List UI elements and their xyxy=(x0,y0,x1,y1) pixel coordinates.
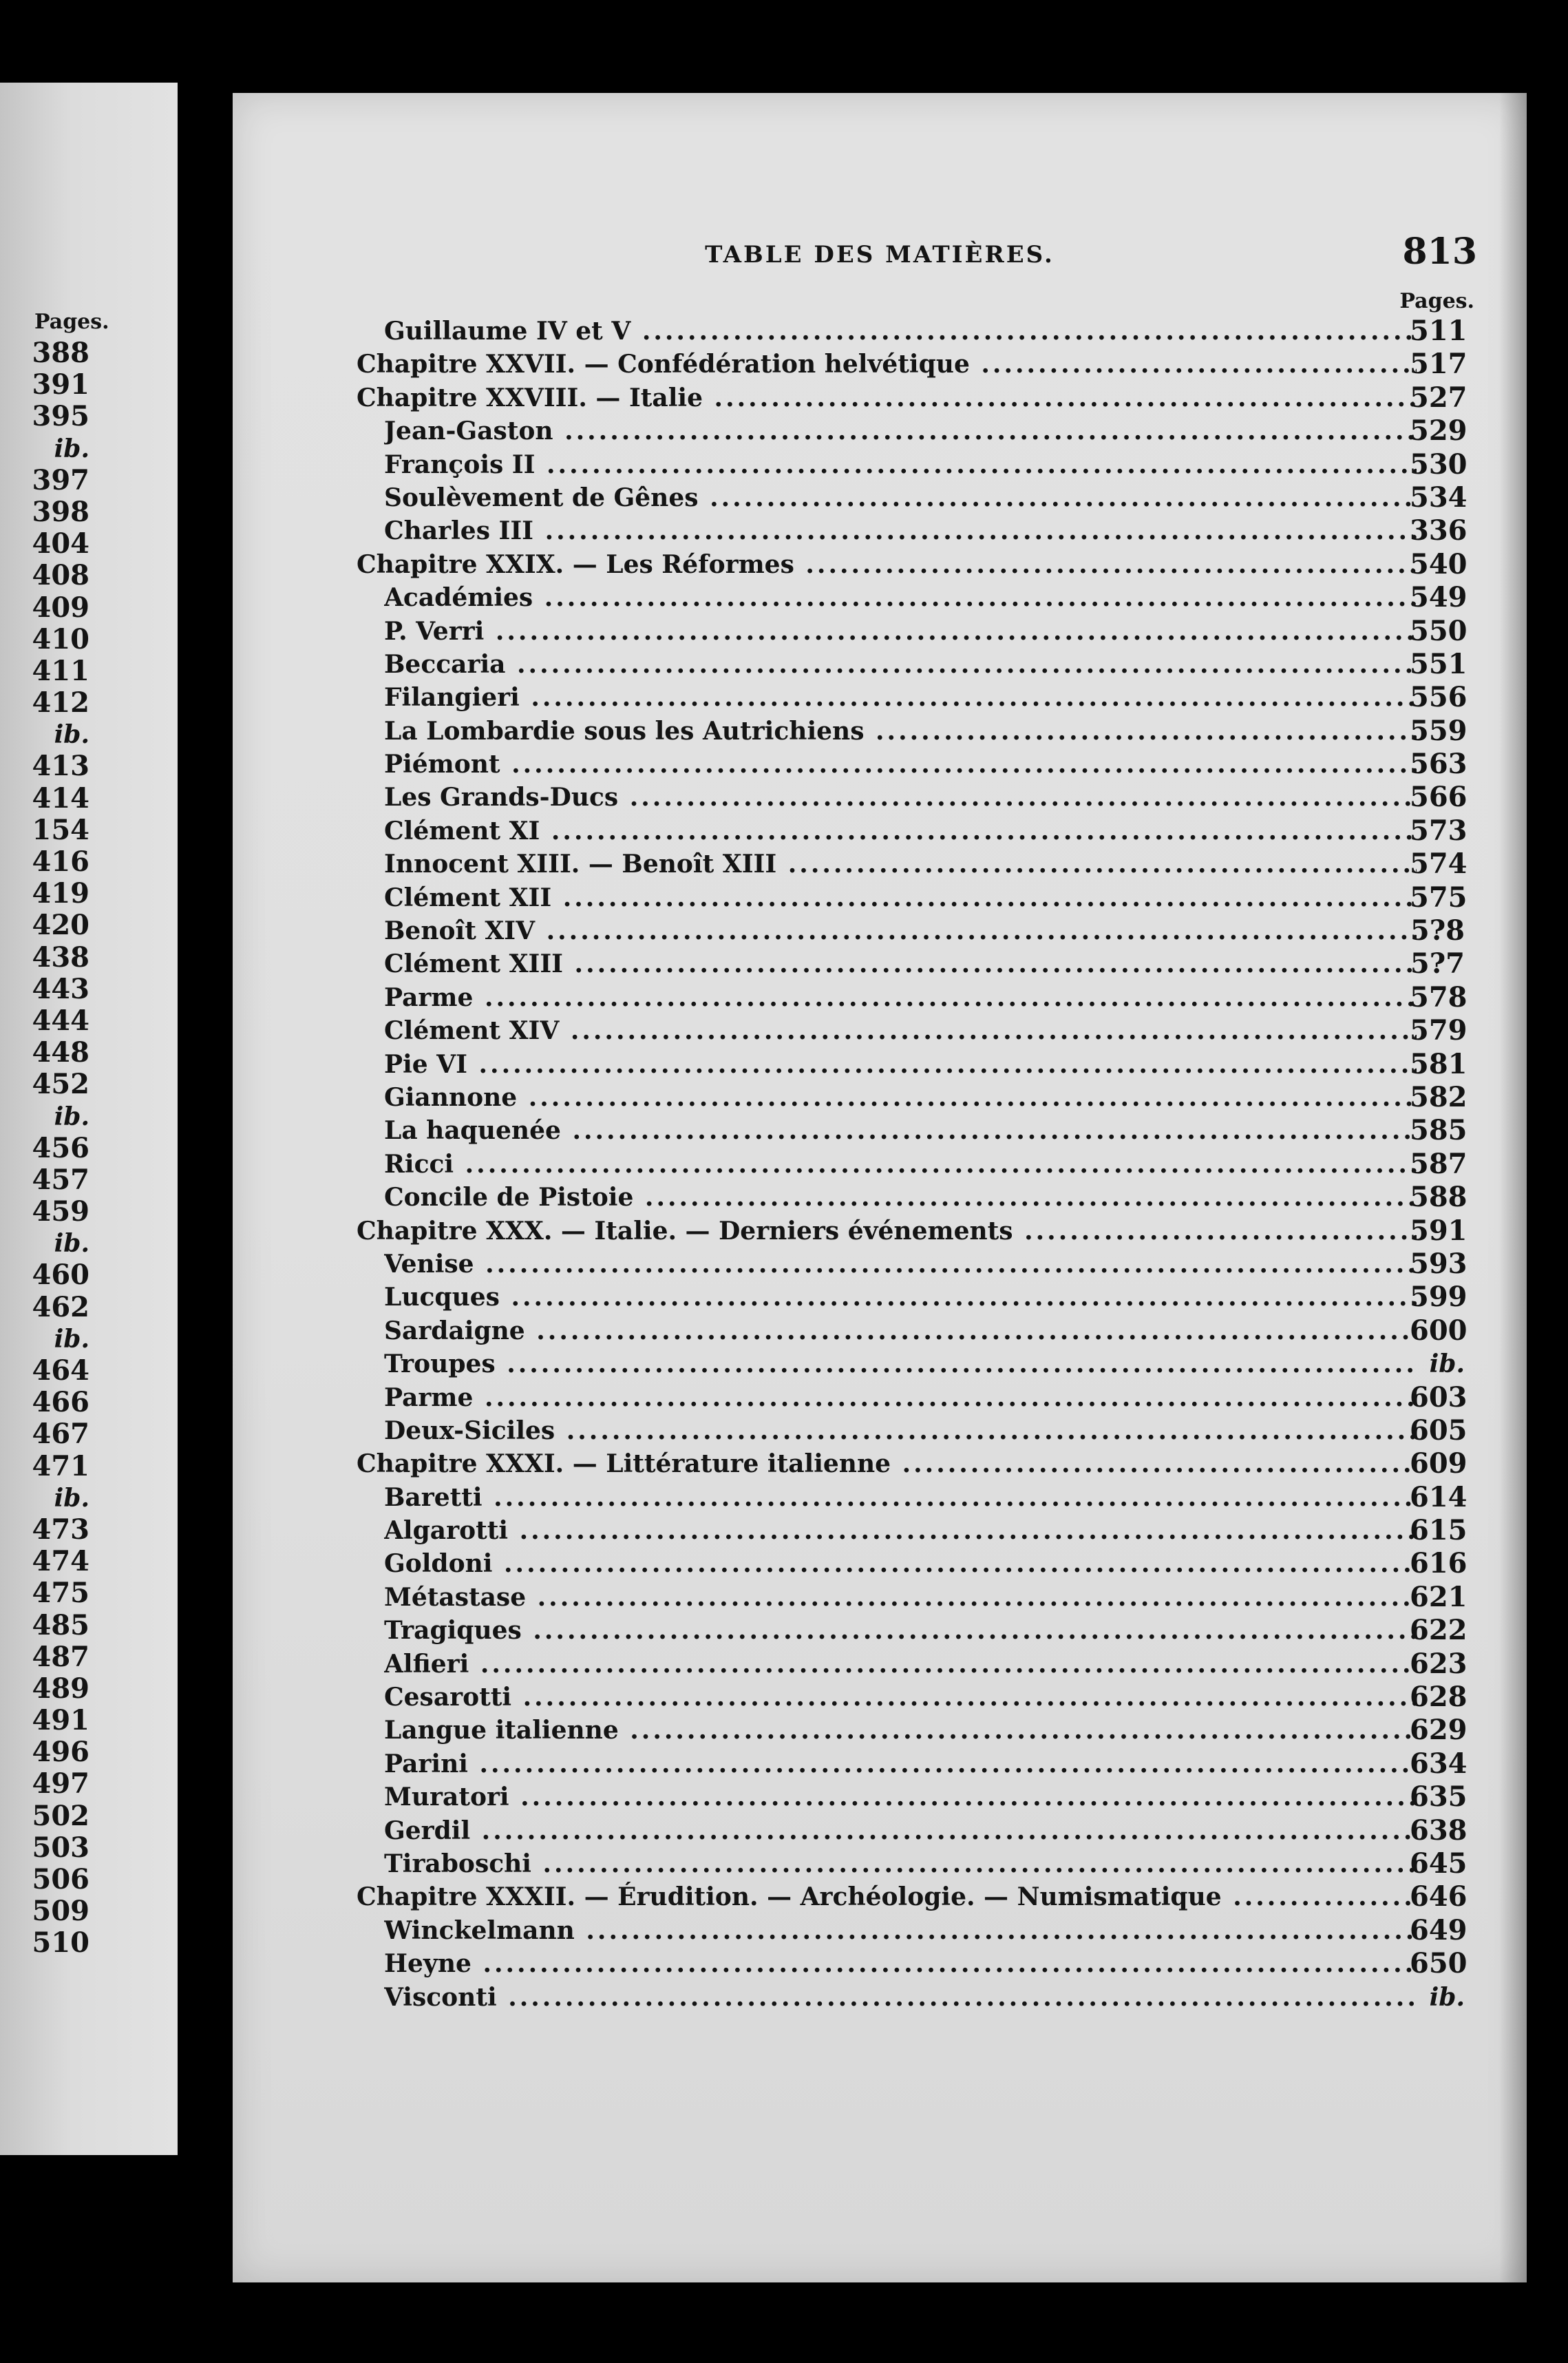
left-list-item xyxy=(0,1228,178,1259)
toc-entry-label: Académies ..... xyxy=(384,581,1417,614)
toc-entry-label: Sardaigne ..... xyxy=(384,1314,1417,1347)
toc-entry-label: Parme ..... xyxy=(384,981,1417,1014)
left-page-number: 459 xyxy=(32,1195,89,1228)
toc-entry-label: Parini ..... xyxy=(384,1747,1417,1781)
toc-entry-page: 527 xyxy=(1410,381,1468,414)
toc-chapter-row xyxy=(233,1215,1527,1248)
toc-row xyxy=(233,748,1527,781)
toc-entry-page: 551 xyxy=(1410,647,1468,680)
left-list-item xyxy=(0,1482,178,1514)
toc-entry-page: 529 xyxy=(1410,414,1468,448)
left-list-item xyxy=(0,910,178,941)
toc-row xyxy=(233,1081,1527,1114)
toc-entry-label: Cesarotti ..... xyxy=(384,1681,1417,1714)
left-page-number: 475 xyxy=(32,1577,89,1610)
left-page-number: 420 xyxy=(32,909,89,942)
left-list-item xyxy=(0,1768,178,1800)
toc-entry-page: 559 xyxy=(1410,714,1468,747)
toc-entry-page: ib. xyxy=(1429,1349,1465,1379)
toc-row xyxy=(233,947,1527,980)
toc-entry-label: Ricci ..... xyxy=(384,1148,1417,1181)
toc-entry-label: Muratori ..... xyxy=(384,1781,1417,1814)
toc-entry-page: 540 xyxy=(1410,547,1468,580)
left-page-number: 503 xyxy=(32,1831,89,1864)
toc-entry-page: 585 xyxy=(1410,1114,1468,1147)
left-list-item xyxy=(0,592,178,624)
toc-entry-label: Visconti ..... xyxy=(384,1981,1417,2014)
left-list-item xyxy=(0,687,178,719)
toc-entry-page: 646 xyxy=(1410,1880,1468,1913)
toc-row xyxy=(233,1847,1527,1880)
toc-entry-page: 593 xyxy=(1410,1247,1468,1280)
page-number: 813 xyxy=(1402,231,1477,273)
left-page-number: 388 xyxy=(32,337,89,369)
left-list-item xyxy=(0,1259,178,1291)
left-page-number: 414 xyxy=(32,781,89,815)
toc-row xyxy=(233,815,1527,848)
left-page-number: 467 xyxy=(32,1418,89,1451)
toc-entry-page: 582 xyxy=(1410,1080,1468,1113)
left-page-number: 419 xyxy=(32,877,89,910)
left-page-number: 411 xyxy=(32,654,89,687)
toc-entry-page: 621 xyxy=(1410,1580,1468,1613)
toc-entry-label: Heyne ..... xyxy=(384,1947,1417,1980)
left-list-item xyxy=(0,878,178,910)
left-page-number: 391 xyxy=(32,368,89,401)
toc-entry-page: 634 xyxy=(1410,1747,1468,1780)
left-list-item xyxy=(0,1864,178,1895)
left-page-number: 489 xyxy=(32,1672,89,1705)
toc-entry-page: 549 xyxy=(1410,581,1468,614)
toc-row xyxy=(233,1914,1527,1947)
toc-row xyxy=(233,448,1527,481)
toc-row xyxy=(233,1114,1527,1147)
left-list-item xyxy=(0,1800,178,1832)
left-page-number: 471 xyxy=(32,1449,89,1482)
main-page xyxy=(233,93,1527,2282)
toc-row xyxy=(233,881,1527,914)
left-page-number: ib. xyxy=(54,1483,89,1513)
toc-row xyxy=(233,1547,1527,1580)
toc-row xyxy=(233,1314,1527,1347)
toc-entry-label: Chapitre XXX. — Italie. — Derniers événements ..... xyxy=(357,1215,1417,1248)
toc-entry-label: Clément XIII ..... xyxy=(384,947,1417,980)
left-page-number: 491 xyxy=(32,1704,89,1737)
left-page-number: 460 xyxy=(32,1259,89,1292)
toc-row xyxy=(233,648,1527,681)
left-page-number: 154 xyxy=(32,813,89,846)
toc-entry-label: Soulèvement de Gênes ..... xyxy=(384,481,1417,514)
toc-entry-page: 650 xyxy=(1410,1947,1468,1980)
left-list-item xyxy=(0,783,178,815)
toc-entry-page: 573 xyxy=(1410,814,1468,847)
toc-row xyxy=(233,848,1527,881)
left-page-number: 466 xyxy=(32,1386,89,1419)
toc-entry-label: Troupes ..... xyxy=(384,1347,1417,1380)
toc-entry-label: Benoît XIV ..... xyxy=(384,914,1417,947)
toc-row xyxy=(233,781,1527,814)
toc-entry-page: 5?7 xyxy=(1410,947,1465,980)
toc-entry-label: Tiraboschi ..... xyxy=(384,1847,1417,1880)
left-list-item xyxy=(0,401,178,432)
toc-entry-page: 336 xyxy=(1410,514,1468,547)
toc-row xyxy=(233,514,1527,547)
toc-entry-label: Langue italienne ..... xyxy=(384,1714,1417,1747)
left-list-item xyxy=(0,496,178,528)
toc-row xyxy=(233,981,1527,1014)
left-list-item xyxy=(0,1101,178,1133)
toc-entry-page: 609 xyxy=(1410,1447,1468,1480)
left-list-item xyxy=(0,719,178,750)
left-list-item xyxy=(0,560,178,591)
toc-entry-page: 615 xyxy=(1410,1514,1468,1547)
toc-row xyxy=(233,1281,1527,1314)
left-list-item xyxy=(0,1641,178,1673)
left-page-number: 462 xyxy=(32,1290,89,1323)
left-list-item xyxy=(0,1514,178,1546)
running-title: TABLE DES MATIÈRES. xyxy=(705,241,1055,269)
left-list-item xyxy=(0,433,178,465)
left-page-number: 485 xyxy=(32,1608,89,1641)
toc-entry-label: Beccaria ..... xyxy=(384,648,1417,681)
toc-chapter-row xyxy=(233,1880,1527,1913)
toc-entry-page: 616 xyxy=(1410,1547,1468,1580)
left-page-number: 398 xyxy=(32,495,89,528)
toc-entry-label: La haquenée ..... xyxy=(384,1114,1417,1147)
left-page-number: 416 xyxy=(32,846,89,878)
left-list-item xyxy=(0,528,178,560)
left-list-item xyxy=(0,1418,178,1450)
left-list-item xyxy=(0,846,178,878)
left-page-number: 502 xyxy=(32,1799,89,1832)
left-page-number: 410 xyxy=(32,622,89,655)
toc-entry-page: 622 xyxy=(1410,1614,1468,1647)
toc-chapter-row xyxy=(233,1447,1527,1480)
toc-entry-page: 5?8 xyxy=(1410,914,1465,947)
left-page-number: 409 xyxy=(32,591,89,624)
left-list-item xyxy=(0,815,178,846)
left-list-item xyxy=(0,1832,178,1864)
toc-row xyxy=(233,1747,1527,1781)
toc-chapter-row xyxy=(233,348,1527,381)
left-page-number: 509 xyxy=(32,1895,89,1928)
toc-entry-page: 628 xyxy=(1410,1681,1468,1714)
toc-row xyxy=(233,715,1527,748)
left-list-item xyxy=(0,1673,178,1705)
toc-entry-label: Chapitre XXIX. — Les Réformes ..... xyxy=(357,548,1417,581)
left-list-item xyxy=(0,942,178,974)
toc-entry-label: Alfieri ..... xyxy=(384,1648,1417,1681)
toc-entry-label: Lucques ..... xyxy=(384,1281,1417,1314)
left-page-number: 444 xyxy=(32,1004,89,1037)
left-page-number: 457 xyxy=(32,1163,89,1196)
toc-entry-label: Clément XIV ..... xyxy=(384,1014,1417,1047)
toc-entry-page: 550 xyxy=(1410,614,1468,647)
toc-row xyxy=(233,1814,1527,1847)
left-list-item xyxy=(0,465,178,496)
toc-entry-label: Métastase ..... xyxy=(384,1581,1417,1614)
left-page-number: ib. xyxy=(54,1324,89,1354)
toc-entry-label: Baretti ..... xyxy=(384,1481,1417,1514)
toc-entry-page: 566 xyxy=(1410,781,1468,814)
left-page-number: 464 xyxy=(32,1354,89,1387)
left-list-item xyxy=(0,1546,178,1577)
toc-row xyxy=(233,1148,1527,1181)
toc-entry-page: 614 xyxy=(1410,1480,1468,1513)
toc-entry-label: Deux-Siciles ..... xyxy=(384,1414,1417,1447)
toc-entry-page: 623 xyxy=(1410,1647,1468,1680)
toc-entry-page: 575 xyxy=(1410,881,1468,914)
toc-entry-label: Concile de Pistoie ..... xyxy=(384,1181,1417,1214)
toc-row xyxy=(233,1581,1527,1614)
left-list-item xyxy=(0,1133,178,1164)
left-list-item xyxy=(0,1577,178,1609)
toc-entry-label: Tragiques ..... xyxy=(384,1614,1417,1647)
left-page xyxy=(0,83,178,2155)
left-list-item xyxy=(0,1005,178,1037)
left-list-item xyxy=(0,655,178,687)
toc-entry-label: Chapitre XXVIII. — Italie ..... xyxy=(357,381,1417,414)
toc-entry-page: 638 xyxy=(1410,1814,1468,1847)
toc-row xyxy=(233,581,1527,614)
toc-chapter-row xyxy=(233,381,1527,414)
toc-entry-label: P. Verri ..... xyxy=(384,615,1417,648)
left-page-number: 397 xyxy=(32,463,89,496)
left-list-item xyxy=(0,1355,178,1387)
toc-entry-page: 581 xyxy=(1410,1047,1468,1080)
toc-entry-page: 588 xyxy=(1410,1181,1468,1214)
toc-row xyxy=(233,1648,1527,1681)
toc-row xyxy=(233,414,1527,448)
toc-entry-page: 635 xyxy=(1410,1781,1468,1814)
left-pages-header: Pages. xyxy=(34,310,109,334)
toc-entry-page: 645 xyxy=(1410,1847,1468,1880)
book-spine xyxy=(178,0,233,2363)
toc-row xyxy=(233,481,1527,514)
toc-entry-label: Algarotti ..... xyxy=(384,1514,1417,1547)
left-list-item xyxy=(0,1196,178,1228)
left-page-number: 496 xyxy=(32,1736,89,1769)
toc-entry-page: 629 xyxy=(1410,1714,1468,1747)
left-list-item xyxy=(0,337,178,369)
toc-row xyxy=(233,1514,1527,1547)
toc-entry-label: François II ..... xyxy=(384,448,1417,481)
left-page-number: 404 xyxy=(32,527,89,560)
toc-entry-label: Clément XII ..... xyxy=(384,881,1417,914)
toc-entry-label: Jean-Gaston ..... xyxy=(384,414,1417,448)
left-list-item xyxy=(0,1451,178,1482)
toc-row xyxy=(233,1714,1527,1747)
toc-entry-page: 579 xyxy=(1410,1014,1468,1047)
toc-entry-page: 599 xyxy=(1410,1281,1468,1314)
toc-row xyxy=(233,1614,1527,1647)
toc-entry-page: 534 xyxy=(1410,481,1468,514)
toc-row xyxy=(233,1381,1527,1414)
toc-entry-label: Clément XI ..... xyxy=(384,815,1417,848)
toc-entry-label: Filangieri ..... xyxy=(384,681,1417,714)
toc-entry-page: 603 xyxy=(1410,1380,1468,1414)
left-page-number: 395 xyxy=(32,400,89,433)
left-list-item xyxy=(0,1736,178,1768)
toc-row xyxy=(233,1481,1527,1514)
toc-entry-page: 591 xyxy=(1410,1214,1468,1247)
toc-entry-page: 600 xyxy=(1410,1314,1468,1347)
left-page-number: 474 xyxy=(32,1545,89,1578)
toc-entry-page: 649 xyxy=(1410,1913,1468,1946)
toc-entry-label: Charles III ..... xyxy=(384,514,1417,547)
left-page-number: 413 xyxy=(32,750,89,783)
left-page-number: 456 xyxy=(32,1131,89,1164)
toc-entry-label: Gerdil ..... xyxy=(384,1814,1417,1847)
toc-row xyxy=(233,1048,1527,1081)
toc-row xyxy=(233,1414,1527,1447)
pages-column-header: Pages. xyxy=(1399,289,1474,313)
toc-row xyxy=(233,1014,1527,1047)
left-page-number: 452 xyxy=(32,1068,89,1101)
toc-entry-page: 556 xyxy=(1410,681,1468,714)
left-page-number: 510 xyxy=(32,1926,89,1960)
toc-entry-page: 517 xyxy=(1410,348,1468,381)
toc-entry-label: Goldoni ..... xyxy=(384,1547,1417,1580)
left-list-item xyxy=(0,1323,178,1355)
left-page-number: ib. xyxy=(54,720,89,750)
left-list-item xyxy=(0,750,178,782)
toc-entry-label: Innocent XIII. — Benoît XIII ..... xyxy=(384,848,1417,881)
toc-row xyxy=(233,1248,1527,1281)
toc-entry-page: 587 xyxy=(1410,1147,1468,1180)
left-page-list xyxy=(0,337,178,1960)
left-page-number: ib. xyxy=(54,1102,89,1131)
toc-entry-page: 605 xyxy=(1410,1414,1468,1447)
left-list-item xyxy=(0,1069,178,1100)
left-list-item xyxy=(0,1895,178,1927)
left-list-item xyxy=(0,1387,178,1418)
toc-row xyxy=(233,1947,1527,1980)
toc-chapter-row xyxy=(233,548,1527,581)
toc-row xyxy=(233,615,1527,648)
toc-entry-label: Parme ..... xyxy=(384,1381,1417,1414)
toc-row xyxy=(233,315,1527,348)
toc-entry-page: 574 xyxy=(1410,848,1468,881)
toc-entry-page: 511 xyxy=(1410,315,1468,347)
left-list-item xyxy=(0,1927,178,1959)
toc-row xyxy=(233,681,1527,714)
toc-entry-label: Giannone ..... xyxy=(384,1081,1417,1114)
toc-entry-label: Winckelmann ..... xyxy=(384,1914,1417,1947)
toc-entry-label: Piémont ..... xyxy=(384,748,1417,781)
toc-entry-label: Chapitre XXXII. — Érudition. — Archéologie. — Numismatique ..... xyxy=(357,1880,1417,1913)
left-page-number: 412 xyxy=(32,686,89,720)
left-list-item xyxy=(0,1037,178,1069)
left-list-item xyxy=(0,1610,178,1641)
left-list-item xyxy=(0,1705,178,1736)
left-page-number: 487 xyxy=(32,1640,89,1673)
toc-entry-label: Les Grands-Ducs ..... xyxy=(384,781,1417,814)
left-page-number: 506 xyxy=(32,1863,89,1895)
toc-entry-label: Guillaume IV et V ..... xyxy=(384,315,1417,348)
left-list-item xyxy=(0,974,178,1005)
left-list-item xyxy=(0,1292,178,1323)
toc-entry-label: Pie VI ..... xyxy=(384,1048,1417,1081)
toc-entry-label: Venise ..... xyxy=(384,1248,1417,1281)
left-page-number: 473 xyxy=(32,1513,89,1546)
toc-entry-page: 578 xyxy=(1410,980,1468,1014)
left-page-number: ib. xyxy=(54,434,89,463)
toc-entry-label: La Lombardie sous les Autrichiens ..... xyxy=(384,715,1417,748)
left-list-item xyxy=(0,1164,178,1196)
toc-entry-label: Chapitre XXVII. — Confédération helvétique ..... xyxy=(357,348,1417,381)
left-list-item xyxy=(0,369,178,401)
toc-row xyxy=(233,1681,1527,1714)
table-of-contents xyxy=(233,315,1527,2014)
toc-row xyxy=(233,1347,1527,1380)
toc-entry-page: 563 xyxy=(1410,748,1468,781)
left-page-number: 443 xyxy=(32,972,89,1005)
left-page-number: 408 xyxy=(32,559,89,592)
toc-row xyxy=(233,1181,1527,1214)
left-list-item xyxy=(0,624,178,655)
toc-entry-label: Chapitre XXXI. — Littérature italienne ..... xyxy=(357,1447,1417,1480)
left-page-number: 497 xyxy=(32,1767,89,1800)
left-page-number: ib. xyxy=(54,1229,89,1259)
toc-entry-page: ib. xyxy=(1429,1982,1465,2012)
toc-entry-page: 530 xyxy=(1410,448,1468,481)
toc-row xyxy=(233,1781,1527,1814)
left-page-number: 448 xyxy=(32,1036,89,1069)
toc-row xyxy=(233,914,1527,947)
toc-row xyxy=(233,1981,1527,2014)
left-page-number: 438 xyxy=(32,941,89,974)
